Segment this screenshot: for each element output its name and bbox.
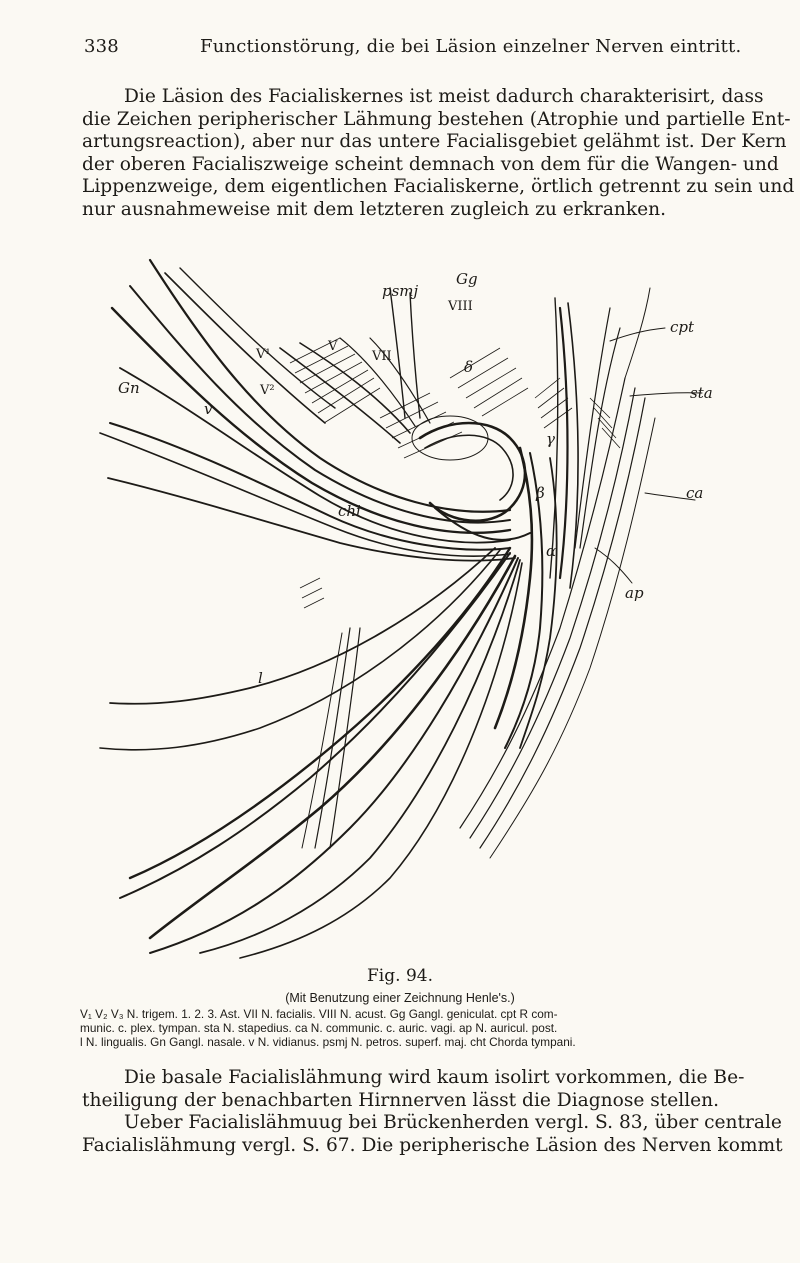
legend-line: l N. lingualis. Gn Gangl. nasale. v N. vidianus. psmj N. petros. superf. maj. cht Chorda tympani. (80, 1035, 576, 1049)
figure-caption: Fig. 94. (367, 966, 433, 986)
ganglion-hatching (290, 338, 620, 608)
label-vii: VII (372, 349, 392, 364)
label-v2: V² (260, 383, 275, 398)
label-sta: sta (690, 384, 713, 402)
paragraph-line: der oberen Facialiszweige scheint demnach von dem für die Wangen- und (82, 153, 779, 175)
paragraph-line: theiligung der benachbarten Hirnnerven lässt die Diagnose stellen. (82, 1089, 720, 1111)
legend-line: V₁ V₂ V₃ N. trigem. 1. 2. 3. Ast. VII N. facialis. VIII N. acust. Gg Gangl. geniculat. cpt R com- (80, 1007, 558, 1021)
legend-line: munic. c. plex. tympan. sta N. stapedius. ca N. communic. c. auric. vagi. ap N. auricul. post. (80, 1021, 558, 1035)
paragraph-line: die Zeichen peripherischer Lähmung bestehen (Atrophie und partielle Ent- (82, 108, 791, 130)
label-gn: Gn (118, 379, 140, 397)
label-chi: chi (338, 502, 361, 520)
label-v: V (328, 339, 338, 354)
nerve-illustration (90, 248, 740, 960)
label-cpt: cpt (670, 318, 695, 336)
label-beta: β (536, 484, 545, 502)
paragraph-line: Die basale Facialislähmung wird kaum isolirt vorkommen, die Be- (124, 1067, 745, 1088)
paragraph-line: artungsreaction), aber nur das untere Facialisgebiet gelähmt ist. Der Kern (82, 131, 787, 153)
label-psmj: psmj (382, 282, 419, 300)
label-gg: Gg (456, 270, 478, 288)
label-gamma: γ (546, 430, 555, 448)
figure-legend (80, 1007, 780, 1049)
label-delta: δ (464, 358, 474, 376)
label-v1: V¹ (256, 347, 271, 362)
paragraph-line: Die Läsion des Facialiskernes ist meist dadurch charakterisirt, dass (124, 86, 764, 107)
paragraph-line: nur ausnahmeweise mit dem letzteren zugleich zu erkranken. (82, 198, 667, 220)
label-viii: VIII (448, 299, 473, 314)
label-ap: ap (625, 584, 644, 602)
page-number: 338 (84, 36, 119, 57)
label-ca: ca (686, 484, 704, 502)
running-title: Functionstörung, die bei Läsion einzelner Nerven eintritt. (200, 36, 742, 57)
paragraph-line: Facialislähmung vergl. S. 67. Die peripherische Läsion des Nerven kommt (82, 1134, 783, 1156)
paragraph-bottom (82, 1067, 783, 1157)
nerve-fibers (100, 260, 702, 958)
paragraph-top (82, 86, 795, 222)
figure-credit: (Mit Benutzung einer Zeichnung Henle's.) (285, 991, 515, 1005)
label-l: l (258, 669, 263, 687)
label-v-small: v (204, 400, 213, 418)
paragraph-line: Ueber Facialislähmuug bei Brückenherden vergl. S. 83, über centrale (124, 1112, 782, 1134)
paragraph-line: Lippenzweige, dem eigentlichen Facialiskerne, örtlich getrennt zu sein und (82, 176, 795, 198)
label-alpha: α (546, 542, 557, 560)
